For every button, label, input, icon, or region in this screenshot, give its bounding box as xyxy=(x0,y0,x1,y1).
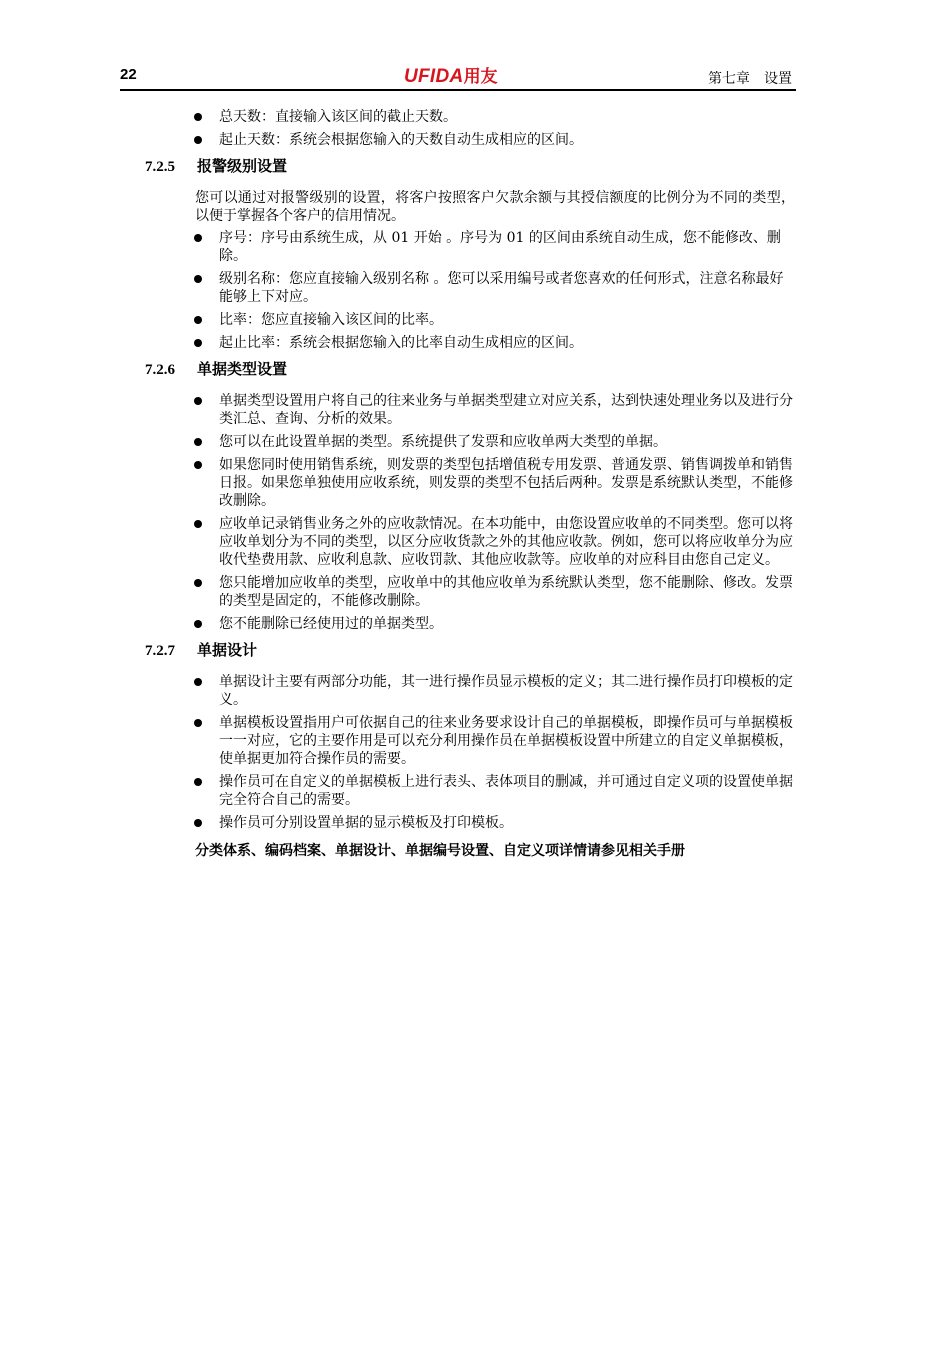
bullet-icon xyxy=(194,339,202,347)
section-heading-7-2-7 xyxy=(145,640,795,660)
list-item xyxy=(145,131,795,149)
list-item-text: 起止天数：系统会根据您输入的天数自动生成相应的区间。 xyxy=(219,132,583,148)
bullet-icon xyxy=(194,719,202,727)
list-item-text: 单据模板设置指用户可依据自己的往来业务要求设计自己的单据模板，即操作员可与单据模板一一对应，它的主要作用是可以充分利用操作员在单据模板设置中所建立的自定义单据模板，使单据更加符合操作员的需要。 xyxy=(219,715,793,767)
list-item xyxy=(145,108,795,126)
header-rule xyxy=(120,89,796,91)
section-list xyxy=(145,392,795,633)
list-item xyxy=(145,229,795,265)
ufida-logo xyxy=(404,62,498,88)
list-item xyxy=(145,515,795,569)
list-item-text: 如果您同时使用销售系统，则发票的类型包括增值税专用发票、普通发票、销售调拨单和销售日报。如果您单独使用应收系统，则发票的类型不包括后两种。发票是系统默认类型，不能修改删除。 xyxy=(219,457,793,509)
bullet-icon xyxy=(194,234,202,242)
list-item-text: 比率：您应直接输入该区间的比率。 xyxy=(219,312,443,328)
list-item-text: 总天数：直接输入该区间的截止天数。 xyxy=(219,109,457,125)
section-title: 单据类型设置 xyxy=(197,360,288,378)
bullet-icon xyxy=(194,275,202,283)
bullet-icon xyxy=(194,397,202,405)
list-item xyxy=(145,311,795,329)
page-header xyxy=(120,62,796,90)
list-item-text: 起止比率：系统会根据您输入的比率自动生成相应的区间。 xyxy=(219,335,583,351)
bullet-icon xyxy=(194,316,202,324)
list-item-text: 单据类型设置用户将自己的往来业务与单据类型建立对应关系，达到快速处理业务以及进行分类汇总、查询、分析的效果。 xyxy=(219,393,793,427)
bullet-icon xyxy=(194,819,202,827)
list-item-text: 操作员可分别设置单据的显示模板及打印模板。 xyxy=(219,815,513,831)
bullet-icon xyxy=(194,579,202,587)
list-item-text: 序号：序号由系统生成，从 01 开始 。序号为 01 的区间由系统自动生成，您不能修改、删除。 xyxy=(219,230,781,264)
bullet-icon xyxy=(194,113,202,121)
bullet-icon xyxy=(194,461,202,469)
list-item xyxy=(145,334,795,352)
list-item xyxy=(145,574,795,610)
intro-list xyxy=(145,108,795,149)
list-item xyxy=(145,270,795,306)
section-list xyxy=(145,673,795,832)
list-item xyxy=(145,615,795,633)
list-item xyxy=(145,714,795,768)
list-item-text: 单据设计主要有两部分功能，其一进行操作员显示模板的定义；其二进行操作员打印模板的定义。 xyxy=(219,674,793,708)
section-title: 报警级别设置 xyxy=(197,157,288,175)
page-number: 22 xyxy=(120,66,137,83)
section-title: 单据设计 xyxy=(197,641,258,659)
list-item xyxy=(145,433,795,451)
list-item xyxy=(145,773,795,809)
bullet-icon xyxy=(194,678,202,686)
logo-cjk: 用友 xyxy=(463,67,498,87)
list-item-text: 级别名称：您应直接输入级别名称 。您可以采用编号或者您喜欢的任何形式，注意名称最好能够上下对应。 xyxy=(219,271,784,305)
list-item xyxy=(145,392,795,428)
section-heading-7-2-6 xyxy=(145,359,795,379)
page-content xyxy=(145,108,795,860)
list-item-text: 操作员可在自定义的单据模板上进行表头、表体项目的删减，并可通过自定义项的设置使单据完全符合自己的需要。 xyxy=(219,774,793,808)
list-item-text: 您可以在此设置单据的类型。系统提供了发票和应收单两大类型的单据。 xyxy=(219,434,667,450)
closing-note: 分类体系、编码档案、单据设计、单据编号设置、自定义项详情请参见相关手册 xyxy=(195,843,685,859)
section-heading-7-2-5 xyxy=(145,156,795,176)
section-number: 7.2.7 xyxy=(145,643,175,659)
list-item-text: 应收单记录销售业务之外的应收款情况。在本功能中，由您设置应收单的不同类型。您可以将应收单划分为不同的类型，以区分应收货款之外的其他应收款。例如，您可以将应收单分为应收代垫费用款、应收利息款、应收罚款、其他应收款等。应收单的对应科目由您自己定义。 xyxy=(219,516,793,568)
list-item xyxy=(145,456,795,510)
bullet-icon xyxy=(194,438,202,446)
bullet-icon xyxy=(194,620,202,628)
list-item-text: 您不能删除已经使用过的单据类型。 xyxy=(219,616,443,632)
list-item xyxy=(145,673,795,709)
section-number: 7.2.6 xyxy=(145,362,175,378)
bullet-icon xyxy=(194,520,202,528)
bullet-icon xyxy=(194,136,202,144)
bullet-icon xyxy=(194,778,202,786)
chapter-title: 第七章 设置 xyxy=(708,71,792,87)
list-item xyxy=(145,814,795,832)
list-item-text: 您只能增加应收单的类型，应收单中的其他应收单为系统默认类型，您不能删除、修改。发票的类型是固定的，不能修改删除。 xyxy=(219,575,793,609)
section-paragraph: 您可以通过对报警级别的设置，将客户按照客户欠款余额与其授信额度的比例分为不同的类型，以便于掌握各个客户的信用情况。 xyxy=(195,190,795,224)
logo-latin: UFIDA xyxy=(404,66,464,87)
section-number: 7.2.5 xyxy=(145,159,175,175)
section-list xyxy=(145,229,795,352)
